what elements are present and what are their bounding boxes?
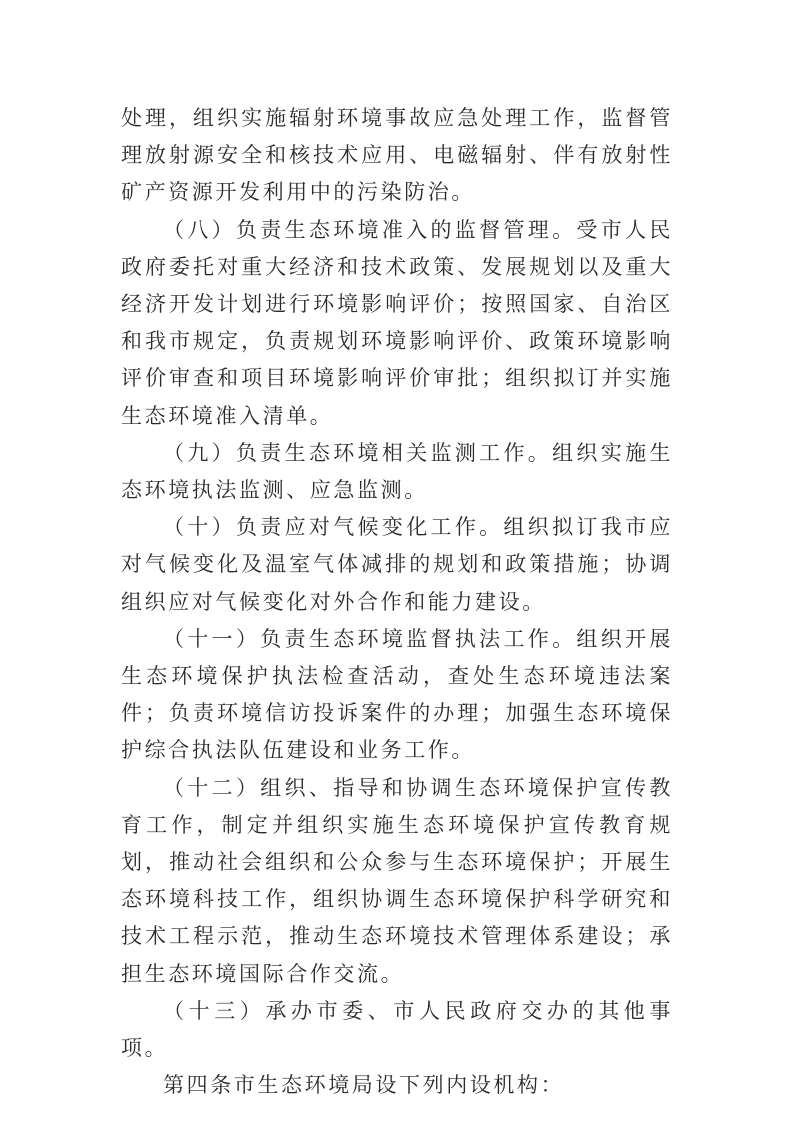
paragraph-item-12: （十二）组织、指导和协调生态环境保护宣传教育工作，制定并组织实施生态环境保护宣传教育规划，推动社会组织和公众参与生态环境保护；开展生态环境科技工作，组织协调生态环境保护科学研究和技术工程示范，推动生态环境技术管理体系建设；承担生态环境国际合作交流。	[121, 775, 673, 986]
paragraph-item-9: （九）负责生态环境相关监测工作。组织实施生态环境执法监测、应急监测。	[121, 440, 673, 503]
paragraph-item-8: （八）负责生态环境准入的监督管理。受市人民政府委托对重大经济和技术政策、发展规划以及重大经济开发计划进行环境影响评价；按照国家、自治区和我市规定，负责规划环境影响评价、政策环境影响评价审查和项目环境影响评价审批；组织拟订并实施生态环境准入清单。	[121, 217, 673, 428]
document-body	[121, 100, 673, 1104]
paragraph-continuation: 处理，组织实施辐射环境事故应急处理工作，监督管理放射源安全和核技术应用、电磁辐射、伴有放射性矿产资源开发利用中的污染防治。	[121, 106, 673, 205]
paragraph-item-13: （十三）承办市委、市人民政府交办的其他事项。	[121, 998, 673, 1061]
paragraph-item-10: （十）负责应对气候变化工作。组织拟订我市应对气候变化及温室气体减排的规划和政策措施；协调组织应对气候变化对外合作和能力建设。	[121, 515, 673, 614]
paragraph-item-11: （十一）负责生态环境监督执法工作。组织开展生态环境保护执法检查活动，查处生态环境违法案件；负责环境信访投诉案件的办理；加强生态环境保护综合执法队伍建设和业务工作。	[121, 626, 673, 763]
paragraph-article-4: 第四条市生态环境局设下列内设机构：	[163, 1073, 565, 1098]
